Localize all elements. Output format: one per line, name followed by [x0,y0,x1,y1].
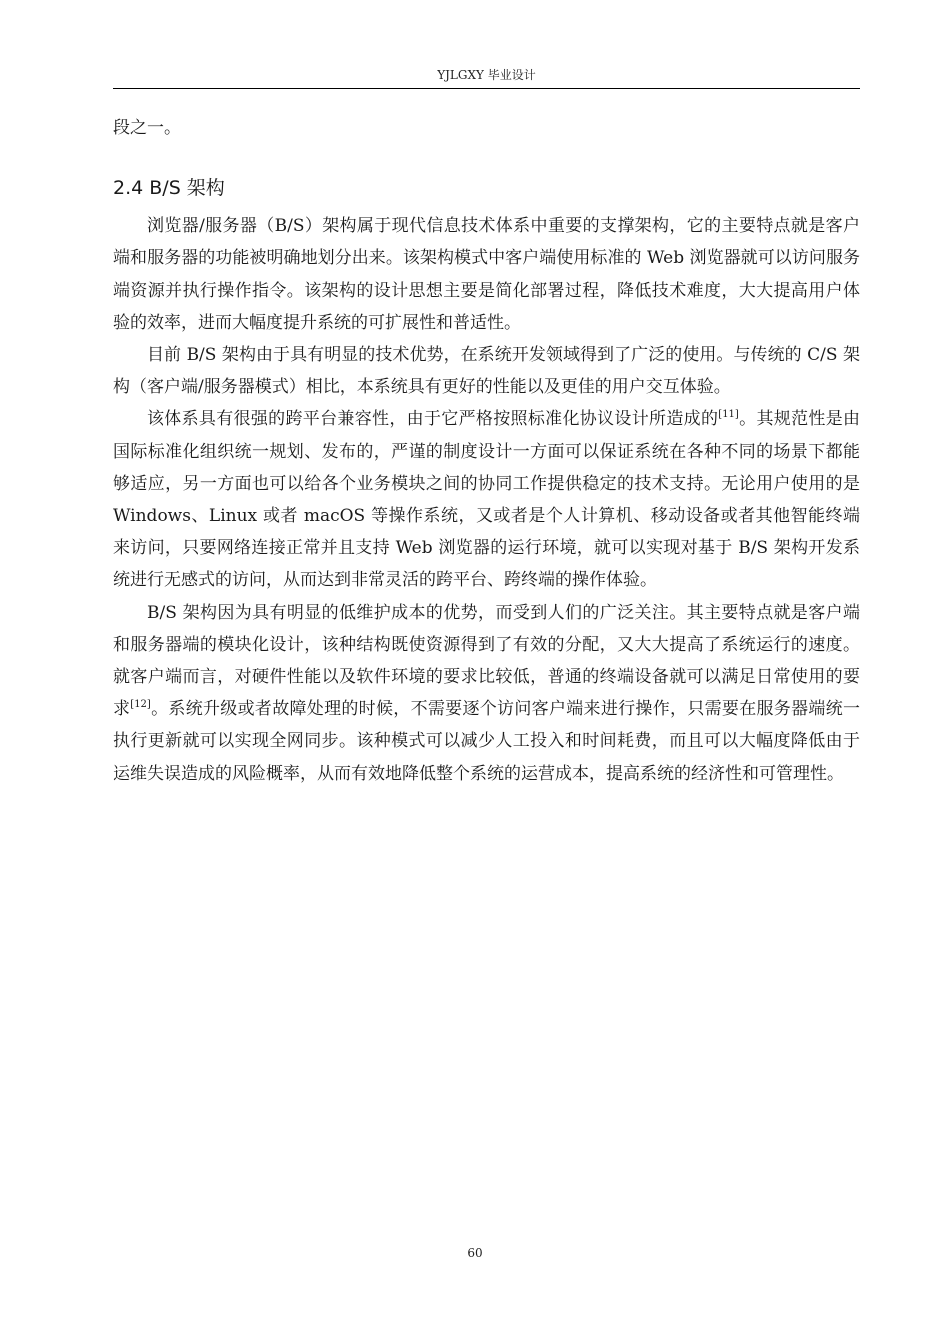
paragraph-3 [113,403,860,596]
continuation-text: 段之一。 [113,118,181,138]
paragraph-4-text-b: 。系统升级或者故障处理的时候，不需要逐个访问客户端来进行操作，只需要在服务器端统一执行更新就可以实现全网同步。该种模式可以减少人工投入和时间耗费，而且可以大幅度降低由于运维失误造成的风险概率，从而有效地降低整个系统的运营成本，提高系统的经济性和可管理性。 [113,699,860,784]
paragraph-1: 浏览器/服务器（B/S）架构属于现代信息技术体系中重要的支撑架构，它的主要特点就是客户端和服务器的功能被明确地划分出来。该架构模式中客户端使用标准的 Web 浏览器就可以访问服务端资源并执行操作指令。该架构的设计思想主要是简化部署过程，降低技术难度，大大提高用户体验的效率，进而大幅度提升系统的可扩展性和普适性。 [113,216,860,333]
paragraph-4-text-a: B/S 架构因为具有明显的低维护成本的优势，而受到人们的广泛关注。其主要特点就是客户端和服务器端的模块化设计，该种结构既使资源得到了有效的分配，又大大提高了系统运行的速度。就客户端而言，对硬件性能以及软件环境的要求比较低，普通的终端设备就可以满足日常使用的要求 [113,602,860,720]
paragraph-4 [113,597,860,790]
paragraph-3-text-a: 该体系具有很强的跨平台兼容性，由于它严格按照标准化协议设计所造成的 [147,409,719,430]
running-header [113,64,860,89]
paragraph-2: 目前 B/S 架构由于具有明显的技术优势，在系统开发领域得到了广泛的使用。与传统的 C/S 架构（客户端/服务器模式）相比，本系统具有更好的性能以及更佳的用户交互体验。 [113,345,860,398]
section-heading: 2.4 B/S 架构 [113,177,225,200]
paragraph-3-text-b: 。其规范性是由国际标准化组织统一规划、发布的，严谨的制度设计一方面可以保证系统在各种不同的场景下都能够适应，另一方面也可以给各个业务模块之间的协同工作提供稳定的技术支持。无论用户使用的是 Windows、Linux 或者 macOS 等操作系统，又或者是个人计算机、移动设备或者其他智能终端来访问，只要网络连接正常并且支持 Web 浏览器的运行环境，就可以实现对基于 B/S 架构开发系统进行无感式的访问，从而达到非常灵活的跨平台、跨终端的操作体验。 [113,409,861,591]
citation-11: [11] [718,408,739,420]
page-body [113,112,860,790]
running-title: YJLGXY 毕业设计 [437,68,536,82]
page-number: 60 [467,1246,483,1260]
citation-12: [12] [130,698,151,710]
